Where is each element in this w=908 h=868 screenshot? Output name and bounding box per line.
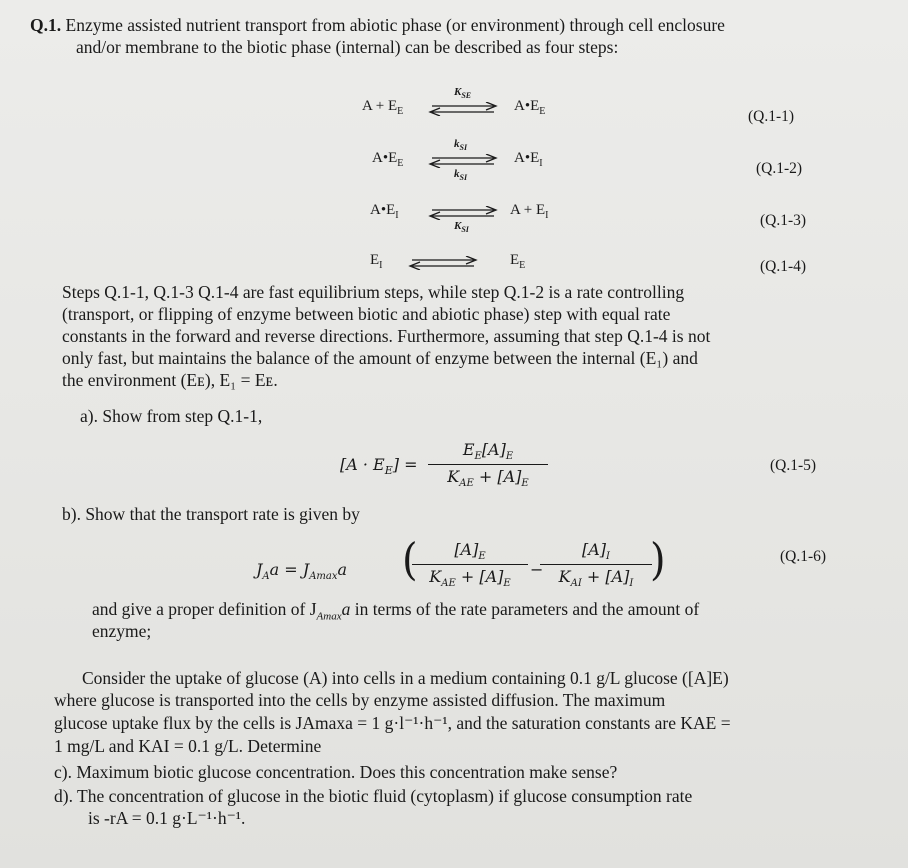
reaction-1-right: $A•E_E$: [514, 98, 546, 117]
reaction-2-k-forward: $k_{SI}$: [454, 138, 468, 153]
consider-line-4: 1 mg/L and KAI = 0.1 g/L. Determine: [54, 736, 322, 756]
reaction-1-equilibrium-arrow: [428, 102, 500, 116]
eq6-minus: −: [530, 560, 544, 579]
question-intro-line2: and/or membrane to the biotic phase (internal) can be described as four steps:: [76, 37, 619, 57]
question-number: Q.1.: [30, 15, 62, 35]
part-d-line1: d). The concentration of glucose in the biotic fluid (cytoplasm) if glucose consumption rate: [54, 786, 693, 806]
eq5-denominator: $K_{AE} + [A]_E$: [447, 467, 529, 490]
steps-line-5: the environment (Eᴇ), E₁ = Eᴇ.: [62, 370, 278, 390]
eq6-right-paren: ): [650, 534, 666, 586]
consider-line-1: Consider the uptake of glucose (A) into cells in a medium containing 0.1 g/L glucose ([A]E): [82, 668, 729, 688]
consider-line-2: where glucose is transported into the cells by enzyme assisted diffusion. The maximum: [54, 690, 666, 710]
steps-line-2: (transport, or flipping of enzyme between biotic and abiotic phase) step with equal rate: [62, 304, 671, 324]
eq6-fraction-2: $[A]_I$ $K_{AI} + [A]_I$: [540, 540, 652, 589]
reaction-2-left: $A•E_E$: [372, 150, 404, 169]
eq5-numerator: $E_E[A]_E$: [428, 440, 548, 465]
reaction-2-right: $A•E_I$: [514, 150, 543, 169]
eq6-left-paren: (: [402, 534, 418, 586]
eq5-number: (Q.1-5): [770, 457, 817, 474]
reaction-4-right: $E_E$: [510, 252, 526, 271]
reaction-3-number: (Q.1-3): [760, 212, 807, 229]
reaction-1-number: (Q.1-1): [748, 108, 795, 125]
eq6-fraction-1: $[A]_E$ $K_{AE} + [A]_E$: [412, 540, 528, 589]
reaction-2-k-reverse: $k_{SI}$: [454, 168, 468, 183]
reaction-3-right: $A + E_I$: [510, 202, 549, 221]
reaction-4-number: (Q.1-4): [760, 258, 807, 275]
intro-text-1: Enzyme assisted nutrient transport from abiotic phase (or environment) through cell enclosure: [65, 15, 725, 35]
eq6-number: (Q.1-6): [780, 548, 827, 565]
eq6-lhs: $J_Aa = J_{Amax}a$: [256, 560, 348, 583]
reaction-3-equilibrium-arrow: [428, 206, 500, 220]
part-a-label: a). Show from step Q.1-1,: [80, 406, 263, 426]
reaction-4-equilibrium-arrow: [408, 256, 480, 270]
question-intro-line1: [30, 15, 725, 36]
reaction-4-left: $E_I$: [370, 252, 383, 271]
reaction-3-left: $A•E_I$: [370, 202, 399, 221]
part-d-line2: is -rA = 0.1 g·L⁻¹·h⁻¹.: [88, 808, 246, 828]
eq5-fraction: [428, 440, 548, 489]
consider-line-3: glucose uptake flux by the cells is JAmaxa = 1 g·l⁻¹·h⁻¹, and the saturation constants are KAE =: [54, 713, 731, 733]
reaction-1-k-forward: $K_{SE}$: [454, 86, 472, 101]
reaction-2-number: (Q.1-2): [756, 160, 803, 177]
steps-line-4: only fast, but maintains the balance of the amount of enzyme between the internal (E₁) and: [62, 348, 698, 368]
steps-line-3: constants in the forward and reverse directions. Furthermore, assuming that step Q.1-4 is not: [62, 326, 711, 346]
definition-line2: enzyme;: [92, 621, 152, 641]
eq5-lhs: $[A \cdot E_E]$ =: [340, 455, 418, 478]
reaction-1-left: $A + E_E$: [362, 98, 404, 117]
reaction-3-k-reverse: $K_{SI}$: [454, 220, 469, 235]
definition-line1: and give a proper definition of $J_{Amax}a$ in terms of the rate parameters and the amount of: [92, 599, 700, 623]
part-c: c). Maximum biotic glucose concentration. Does this concentration make sense?: [54, 762, 618, 782]
reaction-2-equilibrium-arrow: [428, 154, 500, 168]
steps-line-1: Steps Q.1-1, Q.1-3 Q.1-4 are fast equilibrium steps, while step Q.1-2 is a rate controlling: [62, 282, 685, 302]
part-b-label: b). Show that the transport rate is given by: [62, 504, 360, 524]
